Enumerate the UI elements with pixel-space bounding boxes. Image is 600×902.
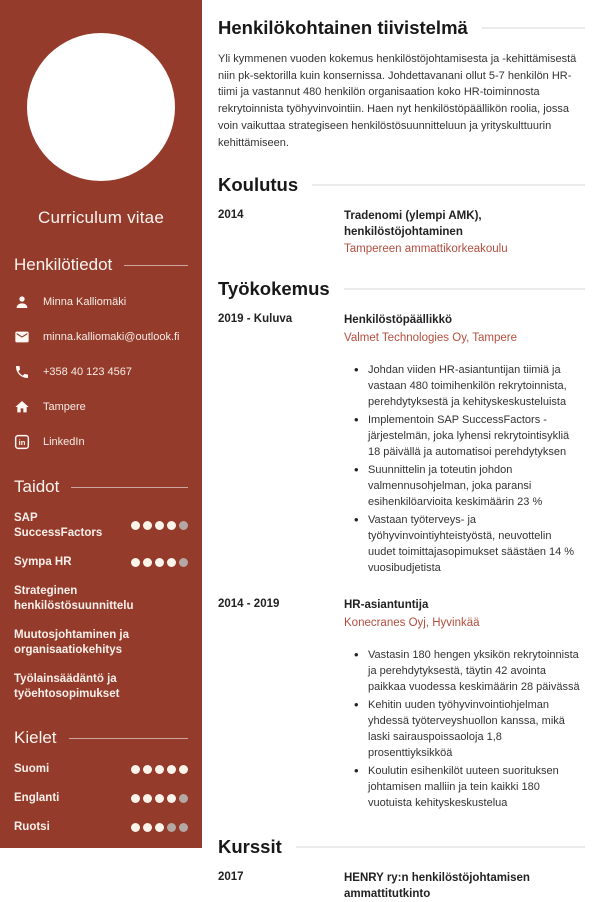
languages-heading: Kielet — [14, 728, 57, 748]
rating-dot-filled — [131, 765, 140, 774]
rating-dot-filled — [167, 765, 176, 774]
skill-label: Strateginen henkilöstösuunnittelu — [14, 584, 134, 612]
heading-divider — [312, 184, 585, 186]
skill-label: Sympa HR — [14, 555, 72, 568]
heading-divider — [71, 487, 188, 488]
rating-dot-filled — [143, 521, 152, 530]
courses-heading: Kurssit — [218, 836, 282, 858]
experience-bullet: • Implementoin SAP SuccessFactors -järjestelmän, joka lyhensi rekrytointisykliä 18 päivällä ja automatisoi perehdytyksen — [354, 412, 582, 460]
experience-entry — [218, 313, 585, 578]
contact-name: Minna Kalliomäki — [43, 296, 127, 308]
entry-period: 2019 - Kuluva — [218, 313, 293, 326]
experience-bullet: • Koulutin esihenkilöt uuteen suorituksen johtamisen malliin ja tein kaikki 180 vuotuista kehityskeskustelua — [354, 763, 582, 811]
skill-row — [14, 584, 188, 614]
entry-body — [344, 598, 585, 813]
contact-item-email — [14, 329, 188, 345]
rating-dot-empty — [179, 558, 188, 567]
contact-phone: +358 40 123 4567 — [43, 366, 133, 378]
experience-heading-row — [218, 278, 585, 300]
summary-heading-row — [218, 17, 585, 39]
profile-photo-placeholder — [27, 33, 175, 181]
skill-row — [14, 555, 188, 570]
experience-bullet: • Johdan viiden HR-asiantuntijan tiimiä ja vastaan 480 toimihenkilön rekrytoinnista, perehdytyksestä ja kehityskeskusteluista — [354, 362, 582, 410]
skills-section — [14, 477, 188, 701]
rating-dot-filled — [143, 765, 152, 774]
entry-subtitle: Tampereen ammattikorkeakoulu — [344, 243, 508, 256]
rating-dot-filled — [143, 823, 152, 832]
education-section — [218, 174, 585, 255]
phone-icon — [14, 364, 30, 380]
contact-linkedin-label: LinkedIn — [43, 436, 85, 448]
language-row — [14, 762, 188, 777]
contact-item-phone — [14, 364, 188, 380]
skill-rating-dots — [131, 558, 188, 567]
entry-title: Henkilöstöpäällikkö — [344, 314, 453, 327]
skill-label: SAP SuccessFactors — [14, 512, 103, 539]
experience-entry — [218, 598, 585, 813]
experience-bullet: • Suunnittelin ja toteutin johdon valmennusohjelman, joka paransi esihenkilöarvioita keskimäärin 23 % — [354, 462, 582, 510]
skill-row — [14, 628, 188, 658]
rating-dot-empty — [179, 794, 188, 803]
heading-divider — [69, 738, 188, 739]
languages-section — [14, 728, 188, 835]
heading-divider — [482, 27, 585, 29]
language-rating-dots — [131, 794, 188, 803]
rating-dot-filled — [143, 794, 152, 803]
courses-section — [218, 836, 585, 902]
skills-heading-row — [14, 477, 188, 497]
entry-period: 2014 - 2019 — [218, 598, 280, 611]
contact-item-linkedin[interactable] — [14, 434, 188, 450]
entry-title: HENRY ry:n henkilöstöjohtamisen ammattitutkinto — [344, 872, 530, 900]
rating-dot-filled — [155, 765, 164, 774]
skills-heading: Taidot — [14, 477, 60, 496]
contact-heading-row — [14, 255, 188, 275]
experience-bullet: • Vastaan työterveys- ja työhyvinvointiyhteistyöstä, neuvottelin uudet toimittajasopimukset säästäen 14 % vuosibudjetista — [354, 512, 582, 576]
home-icon — [14, 399, 30, 415]
entry-subtitle: Valmet Technologies Oy, Tampere — [344, 331, 518, 344]
rating-dot-filled — [155, 823, 164, 832]
rating-dot-filled — [155, 794, 164, 803]
rating-dot-filled — [155, 521, 164, 530]
rating-dot-filled — [131, 823, 140, 832]
rating-dot-filled — [143, 558, 152, 567]
education-entry — [218, 209, 585, 255]
rating-dot-filled — [131, 558, 140, 567]
rating-dot-empty — [179, 521, 188, 530]
language-label: Suomi — [14, 763, 50, 776]
language-label: Englanti — [14, 792, 60, 805]
entry-body — [344, 313, 585, 578]
contact-list — [14, 294, 188, 450]
rating-dot-filled — [167, 521, 176, 530]
cv-title: Curriculum vitae — [37, 208, 164, 227]
contact-heading: Henkilötiedot — [14, 255, 113, 274]
language-row — [14, 820, 188, 835]
rating-dot-filled — [167, 794, 176, 803]
language-rating-dots — [131, 765, 188, 774]
sidebar — [0, 0, 202, 848]
education-heading: Koulutus — [218, 174, 299, 196]
skill-rating-dots — [131, 521, 188, 530]
person-icon — [14, 294, 30, 310]
email-icon — [14, 329, 30, 345]
rating-dot-filled — [131, 521, 140, 530]
experience-section — [218, 278, 585, 813]
main-content — [202, 0, 600, 900]
experience-bullet: • Kehitin uuden työhyvinvointiohjelman yhdessä työterveyshuollon kanssa, mikä laski sairauspoissaoloja 1,8 prosenttiyksikköä — [354, 697, 582, 761]
heading-divider — [124, 265, 188, 266]
languages-heading-row — [14, 728, 188, 748]
skill-label: Työlainsäädäntö ja työehtosopimukset — [14, 672, 120, 700]
rating-dot-filled — [131, 794, 140, 803]
contact-item-location — [14, 399, 188, 415]
course-entry — [218, 871, 585, 902]
entry-title: HR-asiantuntija — [344, 599, 429, 612]
language-label: Ruotsi — [14, 821, 50, 834]
linkedin-icon — [14, 434, 30, 450]
contact-section — [14, 255, 188, 450]
entry-period: 2014 — [218, 209, 244, 222]
contact-email: minna.kalliomaki@outlook.fi — [43, 331, 180, 343]
entry-title: Tradenomi (ylempi AMK), henkilöstöjohtaminen — [344, 210, 482, 238]
skill-row — [14, 511, 188, 541]
skill-label: Muutosjohtaminen ja organisaatiokehitys — [14, 628, 129, 656]
rating-dot-filled — [155, 558, 164, 567]
experience-bullet-list — [344, 362, 585, 577]
education-heading-row — [218, 174, 585, 196]
rating-dot-filled — [167, 558, 176, 567]
rating-dot-empty — [179, 823, 188, 832]
entry-body — [344, 871, 585, 902]
contact-location: Tampere — [43, 401, 86, 413]
experience-heading: Työkokemus — [218, 278, 330, 300]
svg-text:in: in — [18, 438, 26, 447]
experience-bullet: • Vastasin 180 hengen yksikön rekrytoinnista ja perehdytyksestä, täytin 42 avointa paikkaa vuodessa keskimäärin 28 päivässä — [354, 647, 582, 695]
entry-period: 2017 — [218, 871, 244, 884]
heading-divider — [296, 846, 585, 848]
contact-item-name — [14, 294, 188, 310]
heading-divider — [344, 288, 585, 290]
entry-body — [344, 209, 585, 255]
language-row — [14, 791, 188, 806]
entry-subtitle: Konecranes Oyj, Hyvinkää — [344, 616, 480, 629]
rating-dot-filled — [179, 765, 188, 774]
language-rating-dots — [131, 823, 188, 832]
rating-dot-empty — [167, 823, 176, 832]
experience-bullet-list — [344, 647, 585, 811]
skill-row — [14, 672, 188, 702]
courses-heading-row — [218, 836, 585, 858]
summary-heading: Henkilökohtainen tiivistelmä — [218, 17, 468, 38]
summary-text: Yli kymmenen vuoden kokemus henkilöstöjohtamisesta ja -kehittämisestä niin pk-sektorilla kuin konsernissa. Johdettavanani ollut 5-7 henkilön HR-tiimi ja vastannut 480 henkilön organisaation koko HR-toiminnosta rekrytoinnista työhyvinvointiin. Haen nyt henkilöstöpäällikön roolia, jossa voin vaikuttaa strategiseen henkilöstösuunnitteluun ja yrityskulttuurin kehittämiseen. — [218, 53, 577, 149]
